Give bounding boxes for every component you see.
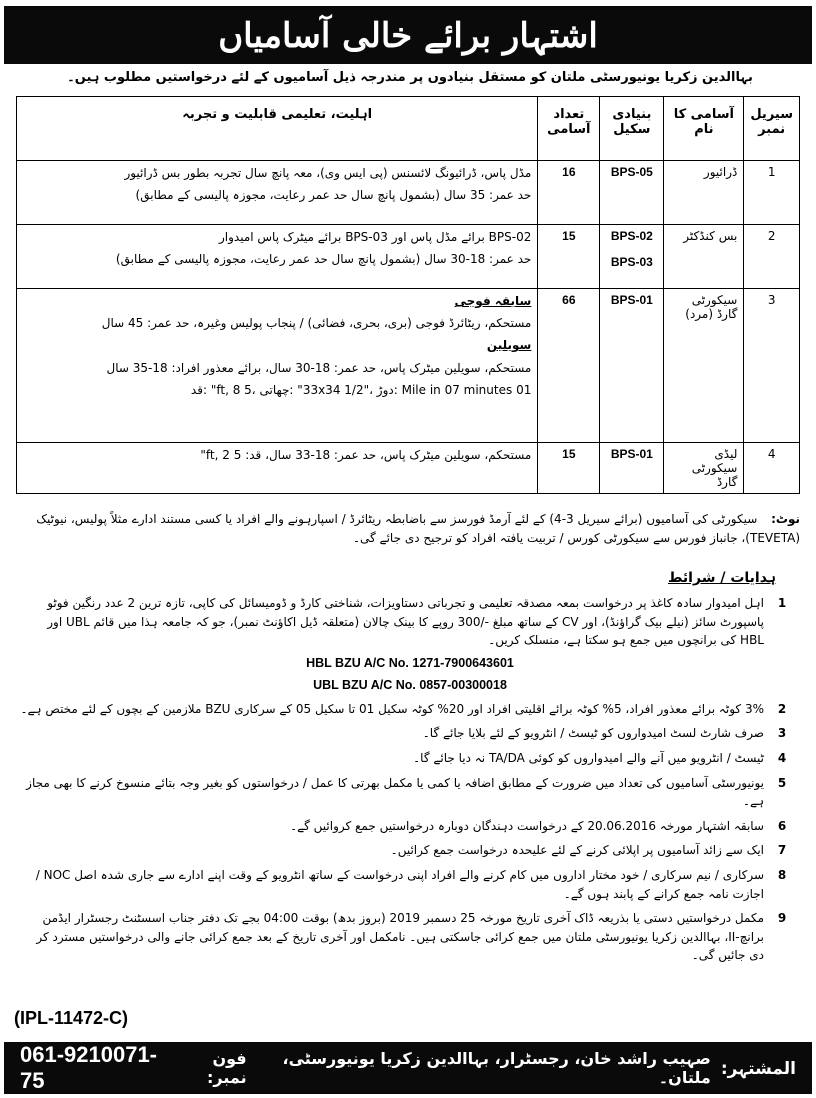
- page-title: اشتہار برائے خالی آسامیاں: [218, 15, 598, 56]
- bank-account-hbl: HBL BZU A/C No. 1271-7900643601: [306, 655, 514, 670]
- list-item: [20, 749, 800, 768]
- qualification-line: حد عمر: 35 سال (بشمول پانچ سال حد عمر رعایت، مجوزہ پالیسی کے مطابق): [135, 188, 532, 203]
- item-number: 5: [777, 775, 787, 790]
- footer-banner: [4, 1042, 812, 1094]
- row-serial: 2: [744, 225, 800, 289]
- qualification-subheading: سابقہ فوجی: [454, 294, 532, 308]
- list-item: [20, 841, 800, 860]
- instructions-heading: ہدایات / شرائط: [667, 570, 776, 586]
- row-qualification: [17, 161, 538, 225]
- scale-value: BPS-02: [610, 229, 653, 243]
- list-item: [20, 594, 800, 650]
- row-post-name: ڈرائیور: [664, 161, 744, 225]
- item-number: 1: [777, 596, 787, 610]
- list-item: [20, 724, 800, 743]
- note-text: سیکورٹی کی آسامیوں (برائے سیریل 3-4) کے لئے آرمڈ فورسز سے باضابطہ ریٹائرڈ / اسپارہونے والے افراد یا کسی مستند ادارے مثلاً پولیس، نیوٹیک (TEVETA)، جانباز فورس سے سیکورٹی کورس / تربیت یافتہ افراد کو ترجیح دی جائے گی۔: [36, 512, 800, 546]
- footer-phone-label: فون نمبر:: [207, 1049, 247, 1087]
- row-count: 15: [538, 443, 600, 494]
- row-count: 16: [538, 161, 600, 225]
- row-post-name: لیڈی سیکورٹی گارڈ: [664, 443, 744, 494]
- list-item: [20, 817, 800, 836]
- item-number: 2: [777, 701, 787, 716]
- item-number: 4: [777, 750, 787, 765]
- qualification-line: مڈل پاس، ڈرائیونگ لائسنس (پی ایس وی)، معہ پانچ سال تجربہ بطور بس ڈرائیور: [124, 166, 532, 180]
- note-block: [16, 510, 800, 548]
- table-header-row: [17, 97, 800, 161]
- table-row: [17, 443, 800, 494]
- item-text: ٹیسٹ / انٹرویو میں آنے والے امیدواروں کو کوئی TA/DA نہ دیا جائے گا۔: [413, 750, 764, 765]
- item-number: 9: [777, 911, 787, 926]
- intro-text: بہاالدین زکریا یونیورسٹی ملتان کو مستقل بنیادوں پر مندرجہ ذیل آسامیوں کے لئے درخواستیں مطلوب ہیں۔: [67, 70, 753, 85]
- item-text: سرکاری / نیم سرکاری / خود مختار اداروں میں کام کرنے والے افراد اپنی درخواست کے ساتھ انٹرویو کے وقت اپنے ادارے سے جاری شدہ اصل NOC / اجازت نامہ جمع کرانے کے پابند ہوں گے۔: [35, 867, 764, 901]
- item-number: 7: [777, 843, 787, 858]
- row-count: 66: [538, 289, 600, 443]
- item-text: سابقہ اشتہار مورخہ 20.06.2016 کے درخواست دہندگان دوبارہ درخواستیں جمع کروائیں گے۔: [290, 818, 764, 833]
- row-scale: [600, 225, 664, 289]
- row-scale: BPS-05: [600, 161, 664, 225]
- row-serial: 3: [744, 289, 800, 443]
- item-text: 3% کوٹہ برائے معذور افراد، 5% کوٹہ برائے اقلیتی افراد اور 20% کوٹہ سکیل 01 تا سکیل 05 کے سرکاری BZU ملازمین کے بچوں کے لئے مختص ہے۔: [20, 701, 764, 716]
- list-item: [20, 866, 800, 903]
- row-scale: BPS-01: [600, 289, 664, 443]
- row-serial: 4: [744, 443, 800, 494]
- note-label: نوٹ:: [771, 512, 800, 526]
- row-count: 15: [538, 225, 600, 289]
- qualification-line: مستحکم، سویلین میٹرک پاس، حد عمر: 18-33 سال، قد: 5 ft, 2": [200, 448, 532, 462]
- row-qualification: [17, 225, 538, 289]
- footer-text: صہیب راشد خان، رجسٹرار، بہاالدین زکریا یونیورسٹی، ملتان۔: [282, 1049, 711, 1087]
- row-qualification: [17, 289, 538, 443]
- item-text: ایک سے زائد آسامیوں پر اپلائی کرنے کے لئے علیحدہ درخواست جمع کرائیں۔: [390, 843, 764, 858]
- header-serial: سیریل نمبر: [744, 97, 800, 161]
- qualification-line: حد عمر: 18-30 سال (بشمول پانچ سال حد عمر رعایت، مجوزہ پالیسی کے مطابق): [115, 252, 532, 267]
- bank-account-ubl: UBL BZU A/C No. 0857-00300018: [313, 677, 507, 692]
- footer-label: المشتہر:: [720, 1058, 796, 1079]
- list-item: [20, 700, 800, 719]
- row-post-name: بس کنڈکٹر: [664, 225, 744, 289]
- qualification-line: 01 Mile in 07 minutes :دوڑ ،"33x34 1/2" :چھاتی ،5 ft, 8" :قد: [190, 382, 532, 397]
- reference-code: (IPL-11472-C): [14, 1008, 129, 1028]
- qualification-subheading: سویلین: [486, 338, 532, 353]
- qualification-line: مستحکم، ریٹائرڈ فوجی (بری، بحری، فضائی) / پنجاب پولیس وغیرہ، حد عمر: 45 سال: [101, 316, 532, 331]
- header-banner: [4, 6, 812, 64]
- item-number: 3: [777, 726, 787, 741]
- instructions-list: [20, 594, 800, 971]
- qualification-line: مستحکم، سویلین میٹرک پاس، حد عمر: 18-30 سال، برائے معذور افراد: 18-35 سال: [106, 360, 532, 375]
- item-text: یونیورسٹی آسامیوں کی تعداد میں ضرورت کے مطابق اضافہ یا کمی یا مکمل بھرتی کا عمل / درخواستوں کو بغیر وجہ بتائے منسوخ کرنے کا بھی مجاز ہے۔: [26, 775, 764, 809]
- footer-advertiser: [172, 1049, 796, 1087]
- header-scale: بنیادی سکیل: [600, 97, 664, 161]
- table-row: [17, 225, 800, 289]
- item-text: اہل امیدوار سادہ کاغذ پر درخواست بمعہ مصدقہ تعلیمی و تجرباتی دستاویزات، شناختی کارڈ و ڈومیسائل کی کاپی، تازہ ترین 2 عدد رنگین فوٹو پاسپورٹ سائز (نیلے بیک گراؤنڈ)، اور CV کے ساتھ مبلغ -/300 روپے کا بینک چالان (متعلقہ ڈیل اکاؤنٹ نمبر)، جو کہ جامعہ ہذا میں قائم UBL اور HBL کی برانچوں میں جمع ہو سکتا ہے، منسلک کریں۔: [47, 596, 764, 648]
- row-scale: BPS-01: [600, 443, 664, 494]
- scale-value: BPS-03: [610, 255, 653, 269]
- header-qualification: اہلیت، تعلیمی قابلیت و تجربہ: [17, 97, 538, 161]
- header-post-name: آسامی کا نام: [664, 97, 744, 161]
- row-qualification: [17, 443, 538, 494]
- table-row: [17, 161, 800, 225]
- item-number: 8: [777, 867, 787, 882]
- list-item: [20, 774, 800, 811]
- footer-phone: 061-9210071-75: [20, 1042, 158, 1093]
- qualification-line: BPS-02 برائے مڈل پاس اور BPS-03 برائے میٹرک پاس امیدوار: [218, 230, 532, 244]
- item-text: صرف شارٹ لسٹ امیدواروں کو ٹیسٹ / انٹرویو کے لئے بلایا جائے گا۔: [422, 726, 764, 741]
- vacancies-table: [16, 96, 800, 494]
- row-serial: 1: [744, 161, 800, 225]
- row-post-name: سیکورٹی گارڈ (مرد): [664, 289, 744, 443]
- header-count: تعداد آسامی: [538, 97, 600, 161]
- item-number: 6: [777, 818, 787, 833]
- table-row: [17, 289, 800, 443]
- item-text: مکمل درخواستیں دستی یا بذریعہ ڈاک آخری تاریخ مورخہ 25 دسمبر 2019 (بروز بدھ) بوقت 04:00 بجے تک دفتر جناب اسسٹنٹ رجسٹرار ایڈمن برانچ-II، بہاالدین زکریا یونیورسٹی ملتان میں جمع کرائی جاسکتی ہیں۔ نامکمل اور آخری تاریخ کے بعد جمع کرائی جانے والی درخواستیں مسترد کر دی جائیں گی۔: [36, 911, 764, 963]
- list-item: [20, 909, 800, 965]
